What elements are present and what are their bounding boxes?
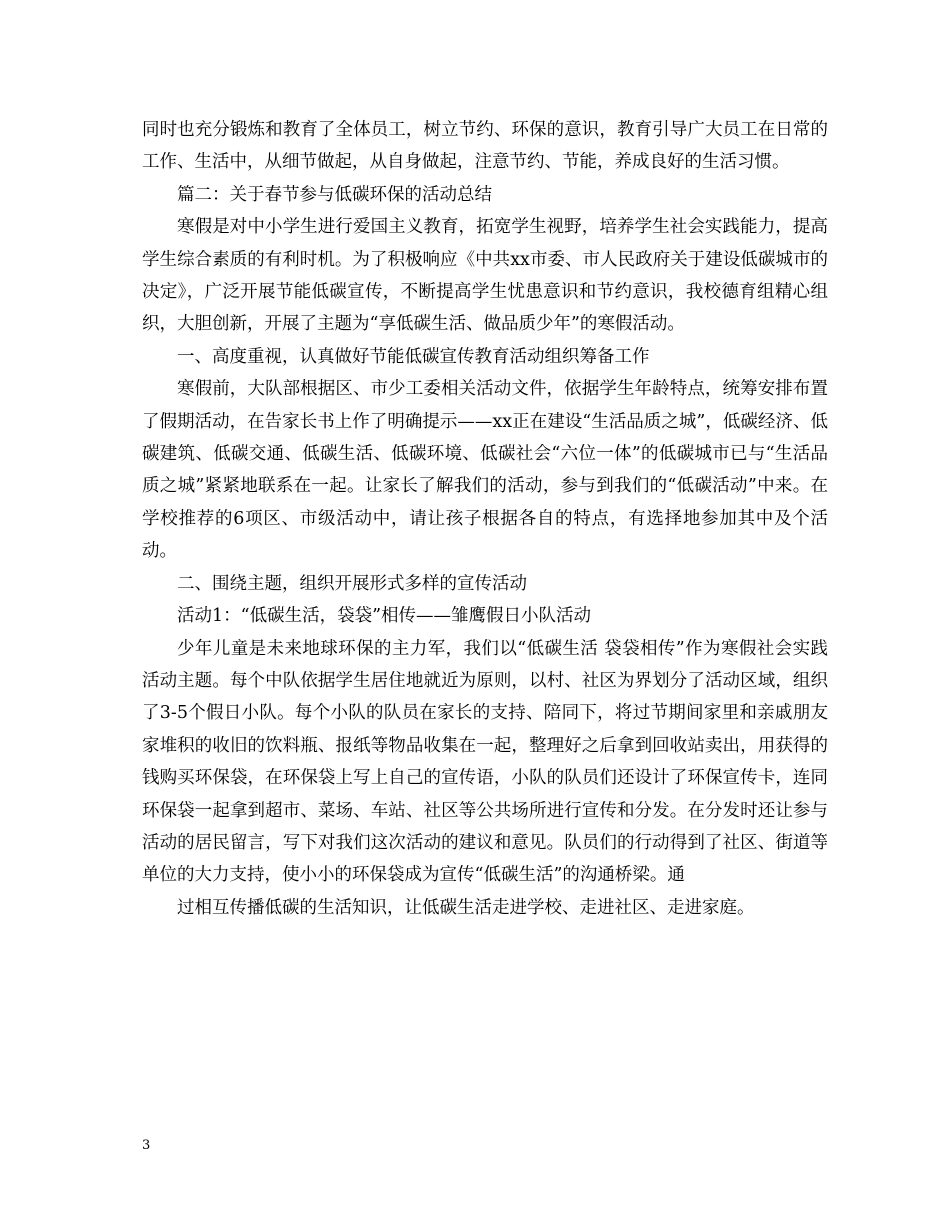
heading-section-one: 一、高度重视，认真做好节能低碳宣传教育活动组织筹备工作 [177, 346, 650, 367]
paragraph-closing: 过相互传播低碳的生活知识，让低碳生活走进学校、走进社区、走进家庭。 [177, 897, 755, 918]
section-title-part-two: 篇二：关于春节参与低碳环保的活动总结 [177, 184, 492, 205]
document-body [142, 114, 828, 924]
heading-activity-one: 活动1：“低碳生活，袋袋”相传——雏鹰假日小队活动 [177, 606, 592, 627]
heading-section-two: 二、围绕主题，组织开展形式多样的宣传活动 [177, 573, 527, 594]
paragraph-continuation: 同时也充分锻炼和教育了全体员工，树立节约、环保的意识，教育引导广大员工在日常的工作、生活中，从细节做起，从自身做起，注意节约、节能，养成良好的生活习惯。 [142, 120, 828, 173]
paragraph-preparation: 寒假前，大队部根据区、市少工委相关活动文件，依据学生年龄特点，统筹安排布置了假期活动，在告家长书上作了明确提示——xx正在建设“生活品质之城”，低碳经济、低碳建筑、低碳交通、低碳生活、低碳环境、低碳社会“六位一体”的低碳城市已与“生活品质之城”紧紧地联系在一起。让家长了解我们的活动，参与到我们的“低碳活动”中来。在学校推荐的6项区、市级活动中，请让孩子根据各自的特点，有选择地参加其中及个活动。 [142, 379, 828, 562]
paragraph-winter-break-intro: 寒假是对中小学生进行爱国主义教育，拓宽学生视野，培养学生社会实践能力，提高学生综合素质的有利时机。为了积极响应《中共xx市委、市人民政府关于建设低碳城市的决定》，广泛开展节能低碳宣传，不断提高学生忧患意识和节约意识，我校德育组精心组织，大胆创新，开展了主题为“享低碳生活、做品质少年”的寒假活动。 [142, 217, 828, 335]
paragraph-activity-description: 少年儿童是未来地球环保的主力军，我们以“低碳生活 袋袋相传”作为寒假社会实践活动主题。每个中队依据学生居住地就近为原则，以村、社区为界划分了活动区域，组织了3-5个假日小队。每个小队的队员在家长的支持、陪同下，将过节期间家里和亲戚朋友家堆积的收旧的饮料瓶、报纸等物品收集在一起，整理好之后拿到回收站卖出，用获得的钱购买环保袋，在环保袋上写上自己的宣传语，小队的队员们还设计了环保宣传卡，连同环保袋一起拿到超市、菜场、车站、社区等公共场所进行宣传和分发。在分发时还让参与活动的居民留言，写下对我们这次活动的建议和意见。队员们的行动得到了社区、街道等单位的大力支持，使小小的环保袋成为宣传“低碳生活”的沟通桥梁。通 [142, 638, 828, 886]
page-number: 3 [142, 1138, 151, 1153]
